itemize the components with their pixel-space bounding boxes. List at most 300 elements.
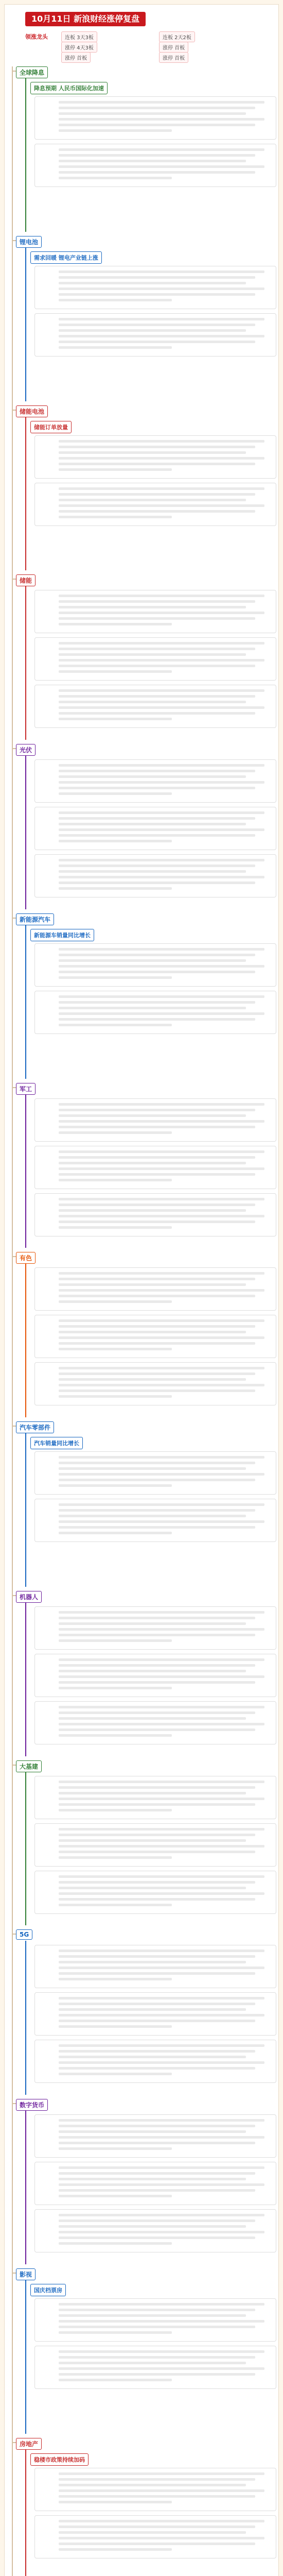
stock-card-text-line: [59, 670, 172, 673]
leader-chip[interactable]: 连板 2天2板: [159, 31, 195, 42]
sector-label[interactable]: 全球降息: [16, 66, 48, 78]
stock-card-text-line: [59, 329, 246, 332]
stock-card-text-line: [59, 2044, 264, 2047]
sector-label[interactable]: 军工: [16, 1083, 36, 1095]
stock-card[interactable]: [34, 991, 276, 1034]
stock-card-text-line: [59, 648, 255, 650]
stock-card[interactable]: [34, 435, 276, 479]
stock-card-text-line: [59, 2225, 246, 2228]
stock-card-text-line: [59, 2350, 264, 2353]
sector-event[interactable]: 新能源车销量同比增长: [30, 929, 94, 941]
stock-card-text-line: [59, 1325, 255, 1328]
stock-card-text-line: [59, 1639, 172, 1642]
stock-card-text-line: [59, 270, 264, 273]
stock-card-text-line: [59, 1706, 264, 1708]
stock-card-text-line: [59, 600, 255, 603]
sector-line: [25, 417, 26, 571]
stock-card-text-line: [59, 1892, 264, 1895]
stock-card[interactable]: [34, 2040, 276, 2083]
stock-card-text-line: [59, 1221, 255, 1223]
stock-card-text-line: [59, 148, 264, 151]
stock-card-text-line: [59, 2320, 264, 2323]
stock-card[interactable]: [34, 1098, 276, 1142]
leader-chip[interactable]: 涨停 首板: [61, 52, 91, 63]
stock-card-text-line: [59, 2367, 264, 2370]
leader-chip[interactable]: 涨停 4天3板: [61, 42, 97, 53]
stock-card-text-line: [59, 2142, 255, 2144]
stock-card-text-line: [59, 1809, 172, 1811]
stock-card-text-line: [59, 346, 172, 349]
stock-card-text-line: [59, 2526, 255, 2528]
stock-card[interactable]: [34, 854, 276, 897]
stock-card-text-line: [59, 2166, 264, 2169]
sector-event[interactable]: 汽车销量同比增长: [30, 1437, 83, 1449]
stock-card-text-line: [59, 876, 264, 878]
stock-card-text-line: [59, 1798, 264, 1800]
sector-event[interactable]: 国庆档票房: [30, 2284, 66, 2296]
stock-card-text-line: [59, 2073, 172, 2075]
stock-card-text-line: [59, 1473, 264, 1476]
stock-card-text-line: [59, 1658, 264, 1661]
stock-card-text-line: [59, 1723, 264, 1725]
stock-card-text-line: [59, 2537, 264, 2539]
stock-card-text-line: [59, 446, 255, 448]
stock-card-text-line: [59, 2178, 246, 2180]
stock-card-text-line: [59, 1295, 255, 1297]
stock-card-text-line: [59, 287, 264, 290]
stock-card-text-line: [59, 2195, 172, 2197]
stock-card[interactable]: [34, 266, 276, 309]
stock-card-text-line: [59, 2231, 264, 2233]
sector-label[interactable]: 房地产: [16, 2438, 42, 2450]
stock-card[interactable]: [34, 1823, 276, 1867]
stock-card-text-line: [59, 2373, 255, 2376]
stock-card-text-line: [59, 318, 264, 320]
stock-card-text-line: [59, 612, 264, 614]
stock-card-text-line: [59, 177, 172, 179]
stock-card-text-line: [59, 468, 172, 471]
stock-card-text-line: [59, 870, 246, 873]
stock-card-text-line: [59, 510, 255, 513]
stock-card-text-line: [59, 1803, 255, 1806]
stock-card-text-line: [59, 811, 264, 814]
stock-card[interactable]: [34, 2162, 276, 2205]
stock-card-text-line: [59, 2495, 255, 2498]
sector-label[interactable]: 5G: [16, 1929, 32, 1940]
sector-line: [25, 1263, 26, 1417]
stock-card-text-line: [59, 1289, 264, 1292]
sector-label[interactable]: 储能: [16, 574, 36, 586]
stock-card-text-line: [59, 1372, 255, 1375]
stock-card[interactable]: [34, 590, 276, 633]
stock-card-text-line: [59, 1670, 246, 1672]
stock-card-text-line: [59, 1628, 264, 1631]
stock-card-text-line: [59, 718, 172, 720]
stock-card-text-line: [59, 2543, 255, 2545]
stock-card-text-line: [59, 1950, 264, 1952]
stock-card-text-line: [59, 1150, 264, 1153]
stock-card-text-line: [59, 1179, 172, 1181]
stock-card-text-line: [59, 976, 172, 979]
stock-card-text-line: [59, 2020, 255, 2022]
stock-card[interactable]: [34, 1267, 276, 1311]
stock-card-text-line: [59, 1484, 172, 1487]
sector-label[interactable]: 机器人: [16, 1591, 42, 1603]
stock-card-text-line: [59, 1856, 172, 1859]
stock-card-text-line: [59, 1955, 255, 1958]
sector-line: [25, 1433, 26, 1587]
stock-card-text-line: [59, 1272, 264, 1275]
review-sheet: [4, 4, 279, 2576]
stock-card-text-line: [59, 118, 264, 121]
page-title: 10月11日 新浪财经涨停复盘: [25, 12, 146, 26]
stock-card-text-line: [59, 2008, 246, 2011]
stock-card-text-line: [59, 341, 255, 343]
stock-card-text-line: [59, 1173, 255, 1176]
stock-card-text-line: [59, 2183, 264, 2186]
stock-card-text-line: [59, 2189, 255, 2192]
stock-card-text-line: [59, 1114, 246, 1117]
stock-card-text-line: [59, 2379, 172, 2381]
stock-card-text-line: [59, 124, 255, 126]
stock-card-text-line: [59, 2242, 172, 2245]
stock-card-text-line: [59, 595, 264, 597]
stock-card-text-line: [59, 1209, 246, 1212]
sector-label[interactable]: 有色: [16, 1252, 36, 1264]
stock-card-text-line: [59, 1887, 246, 1889]
stock-card-text-line: [59, 2061, 264, 2064]
sector-label[interactable]: 影视: [16, 2268, 36, 2280]
stock-card-text-line: [59, 276, 255, 279]
stock-card-text-line: [59, 1515, 246, 1517]
stock-card-text-line: [59, 463, 255, 465]
sector-line: [25, 1772, 26, 1926]
stock-card-text-line: [59, 1786, 255, 1789]
stock-card[interactable]: [34, 1701, 276, 1744]
stock-card[interactable]: [34, 2468, 276, 2511]
stock-card-text-line: [59, 971, 255, 973]
stock-card-text-line: [59, 2119, 264, 2122]
stock-card-text-line: [59, 1018, 255, 1021]
stock-card-text-line: [59, 1711, 255, 1714]
stock-card-text-line: [59, 2136, 264, 2139]
sector-event[interactable]: 储能订单放量: [30, 421, 72, 433]
sector-event[interactable]: 稳楼市政策持续加码: [30, 2453, 89, 2466]
stock-card[interactable]: [34, 1193, 276, 1236]
stock-card-text-line: [59, 1898, 255, 1901]
stock-card-text-line: [59, 2147, 172, 2150]
stock-card-text-line: [59, 1456, 264, 1459]
stock-card[interactable]: [34, 759, 276, 803]
stock-card[interactable]: [34, 483, 276, 526]
stock-card-text-line: [59, 1162, 246, 1164]
sector-line: [25, 1602, 26, 1756]
stock-card-text-line: [59, 2025, 172, 2028]
stock-card[interactable]: [34, 1776, 276, 1819]
stock-card-text-line: [59, 617, 255, 620]
stock-card-text-line: [59, 840, 172, 842]
stock-card-text-line: [59, 516, 172, 518]
stock-card-text-line: [59, 2056, 246, 2058]
stock-card[interactable]: [34, 144, 276, 187]
stock-card-text-line: [59, 1839, 246, 1842]
stock-card-text-line: [59, 623, 172, 625]
stock-card-text-line: [59, 665, 255, 667]
stock-card-text-line: [59, 2501, 172, 2503]
stock-card[interactable]: [34, 2209, 276, 2252]
stock-card-text-line: [59, 887, 172, 890]
stock-card-text-line: [59, 493, 255, 496]
stock-card-text-line: [59, 1348, 172, 1350]
stock-card-text-line: [59, 1103, 264, 1106]
stock-card-text-line: [59, 764, 264, 767]
sector-label[interactable]: 储能电池: [16, 405, 48, 417]
stock-card[interactable]: [34, 1362, 276, 1405]
stock-card-text-line: [59, 2050, 255, 2053]
stock-card-text-line: [59, 1378, 246, 1381]
stock-card-text-line: [59, 1215, 264, 1217]
stock-card-text-line: [59, 1881, 255, 1884]
stock-card-text-line: [59, 775, 246, 778]
sector-line: [25, 1094, 26, 1248]
stock-card-text-line: [59, 1007, 246, 1009]
stock-card-text-line: [59, 817, 255, 820]
stock-card-text-line: [59, 1961, 246, 1963]
stock-card-text-line: [59, 1509, 255, 1512]
stock-card-text-line: [59, 154, 255, 157]
stock-card-text-line: [59, 1967, 264, 1969]
stock-card-text-line: [59, 1781, 264, 1783]
stock-card-text-line: [59, 1278, 255, 1280]
stock-card-text-line: [59, 770, 255, 772]
stock-card-text-line: [59, 1120, 264, 1123]
stock-card-text-line: [59, 1717, 246, 1720]
stock-card[interactable]: [34, 1315, 276, 1358]
stock-card-text-line: [59, 1283, 246, 1286]
stock-card-text-line: [59, 2362, 246, 2364]
stock-card[interactable]: [34, 313, 276, 357]
stock-card-text-line: [59, 695, 255, 698]
stock-card-text-line: [59, 282, 246, 284]
stock-card[interactable]: [34, 2346, 276, 2389]
sector-line: [25, 247, 26, 401]
stock-card-text-line: [59, 1467, 246, 1470]
stock-card-text-line: [59, 1622, 246, 1625]
stock-card-text-line: [59, 1520, 264, 1523]
leader-chip[interactable]: 涨停 首板: [159, 42, 188, 53]
stock-card-text-line: [59, 653, 246, 656]
leader-label: 领涨龙头: [25, 33, 48, 40]
stock-card-text-line: [59, 2520, 264, 2522]
stock-card[interactable]: [34, 685, 276, 728]
stock-card-text-line: [59, 1300, 172, 1303]
stock-card-text-line: [59, 1109, 255, 1111]
stock-card-text-line: [59, 1389, 255, 1392]
stock-card-text-line: [59, 959, 246, 962]
sector-line: [25, 2110, 26, 2264]
stock-card-text-line: [59, 1532, 172, 1534]
stock-card-text-line: [59, 2067, 255, 2070]
stock-card-text-line: [59, 606, 246, 608]
stock-card-text-line: [59, 1845, 264, 1848]
stock-card-text-line: [59, 1167, 264, 1170]
stock-card-text-line: [59, 2472, 264, 2475]
stock-card[interactable]: [34, 1146, 276, 1189]
stock-card-text-line: [59, 2303, 264, 2306]
stock-card-text-line: [59, 965, 264, 968]
stock-card-text-line: [59, 2014, 264, 2016]
stock-card[interactable]: [34, 2114, 276, 2158]
leader-chip[interactable]: 连板 3天3板: [61, 31, 97, 42]
stock-card-text-line: [59, 2484, 246, 2486]
stock-card-text-line: [59, 1336, 264, 1339]
sector-label[interactable]: 数字货币: [16, 2099, 48, 2111]
stock-card[interactable]: [34, 1606, 276, 1650]
stock-card-text-line: [59, 2478, 255, 2481]
stock-card[interactable]: [34, 2515, 276, 2558]
stock-card-text-line: [59, 1384, 264, 1386]
stock-card-text-line: [59, 1526, 255, 1529]
stock-card-text-line: [59, 1204, 255, 1206]
stock-card-text-line: [59, 499, 246, 501]
stock-card-text-line: [59, 1681, 255, 1684]
stock-card[interactable]: [34, 1992, 276, 2036]
sector-event[interactable]: 降息预期 人民币国际化加速: [30, 82, 108, 94]
sector-label[interactable]: 大基建: [16, 1760, 42, 1772]
stock-card-text-line: [59, 1001, 255, 1004]
sector-event[interactable]: 需求回暖 锂电产业链上涨: [30, 251, 102, 264]
stock-card-text-line: [59, 865, 255, 867]
stock-card-text-line: [59, 2531, 246, 2534]
stock-card[interactable]: [34, 943, 276, 987]
stock-card-text-line: [59, 171, 255, 174]
stock-card-text-line: [59, 2125, 255, 2127]
stock-card-text-line: [59, 2489, 264, 2492]
stock-card-text-line: [59, 1634, 255, 1636]
stock-card-text-line: [59, 1851, 255, 1853]
sector-line: [25, 925, 26, 1079]
stock-card-text-line: [59, 2314, 246, 2317]
stock-card-text-line: [59, 1131, 172, 1134]
stock-card-text-line: [59, 954, 255, 956]
stock-card[interactable]: [34, 96, 276, 140]
stock-card-text-line: [59, 1834, 255, 1836]
stock-card-text-line: [59, 1728, 255, 1731]
sector-line: [25, 78, 26, 232]
stock-card-text-line: [59, 2219, 255, 2222]
stock-card-text-line: [59, 1611, 264, 1614]
stock-card[interactable]: [34, 1451, 276, 1495]
stock-card-text-line: [59, 2214, 264, 2216]
stock-card-text-line: [59, 1156, 255, 1159]
stock-card-text-line: [59, 1734, 172, 1737]
stock-card-text-line: [59, 882, 255, 884]
stock-card-text-line: [59, 823, 246, 825]
stock-card-text-line: [59, 335, 264, 337]
stock-card-text-line: [59, 828, 264, 831]
sector-line: [25, 2449, 26, 2576]
stock-card-text-line: [59, 2326, 255, 2328]
stock-card-text-line: [59, 1904, 172, 1906]
stock-card-text-line: [59, 299, 172, 301]
stock-card-text-line: [59, 1226, 172, 1229]
stock-card[interactable]: [34, 637, 276, 681]
stock-card-text-line: [59, 792, 172, 795]
stock-card-text-line: [59, 1664, 255, 1667]
stock-card-text-line: [59, 1024, 172, 1026]
stock-card-text-line: [59, 995, 264, 998]
stock-card-text-line: [59, 324, 255, 326]
stock-card-text-line: [59, 1972, 255, 1975]
stock-card-text-line: [59, 2003, 255, 2005]
stock-card-text-line: [59, 112, 246, 115]
stock-card-text-line: [59, 1675, 264, 1678]
sector-label[interactable]: 锂电池: [16, 236, 42, 248]
stock-card-text-line: [59, 1978, 172, 1980]
stock-card-text-line: [59, 101, 264, 104]
stock-card-text-line: [59, 457, 264, 460]
stock-card-text-line: [59, 2331, 172, 2334]
stock-card-text-line: [59, 1617, 255, 1619]
stock-card-text-line: [59, 1342, 255, 1345]
stock-card-text-line: [59, 689, 264, 692]
stock-card-text-line: [59, 1198, 264, 1200]
stock-card-text-line: [59, 1367, 264, 1369]
stock-card[interactable]: [34, 807, 276, 850]
sector-line: [25, 586, 26, 740]
stock-card-text-line: [59, 2236, 255, 2239]
stock-card[interactable]: [34, 1945, 276, 1988]
stock-card-text-line: [59, 1792, 246, 1794]
stock-card-text-line: [59, 160, 246, 162]
leader-chip[interactable]: 涨停 首板: [159, 52, 188, 63]
stock-card-text-line: [59, 1462, 255, 1464]
stock-card-text-line: [59, 701, 246, 703]
stock-card-text-line: [59, 1331, 246, 1333]
stock-card-text-line: [59, 129, 172, 132]
stock-card[interactable]: [34, 1499, 276, 1542]
stock-card-text-line: [59, 1828, 264, 1831]
stock-card-text-line: [59, 1395, 172, 1398]
stock-card-text-line: [59, 2548, 172, 2551]
stock-card-text-line: [59, 1012, 264, 1015]
stock-card-text-line: [59, 451, 246, 454]
stock-card-text-line: [59, 859, 264, 861]
sector-label[interactable]: 新能源汽车: [16, 913, 54, 925]
stock-card-text-line: [59, 1503, 264, 1506]
stock-card-text-line: [59, 440, 264, 443]
stock-card-text-line: [59, 787, 255, 789]
stock-card[interactable]: [34, 1871, 276, 1914]
sector-label[interactable]: 汽车零部件: [16, 1421, 54, 1433]
stock-card-text-line: [59, 948, 264, 951]
stock-card-text-line: [59, 712, 255, 715]
stock-card-text-line: [59, 2172, 255, 2175]
stock-card-text-line: [59, 706, 264, 709]
stock-card-text-line: [59, 293, 255, 296]
stock-card-text-line: [59, 659, 264, 662]
sector-line: [25, 755, 26, 909]
sector-label[interactable]: 光伏: [16, 744, 36, 756]
stock-card-text-line: [59, 2130, 246, 2133]
stock-card-text-line: [59, 487, 264, 490]
stock-card-text-line: [59, 2356, 255, 2359]
stock-card-text-line: [59, 1479, 255, 1481]
stock-card-text-line: [59, 1319, 264, 1322]
stock-card[interactable]: [34, 1654, 276, 1697]
stock-card[interactable]: [34, 2298, 276, 2342]
stock-card-text-line: [59, 1875, 264, 1878]
